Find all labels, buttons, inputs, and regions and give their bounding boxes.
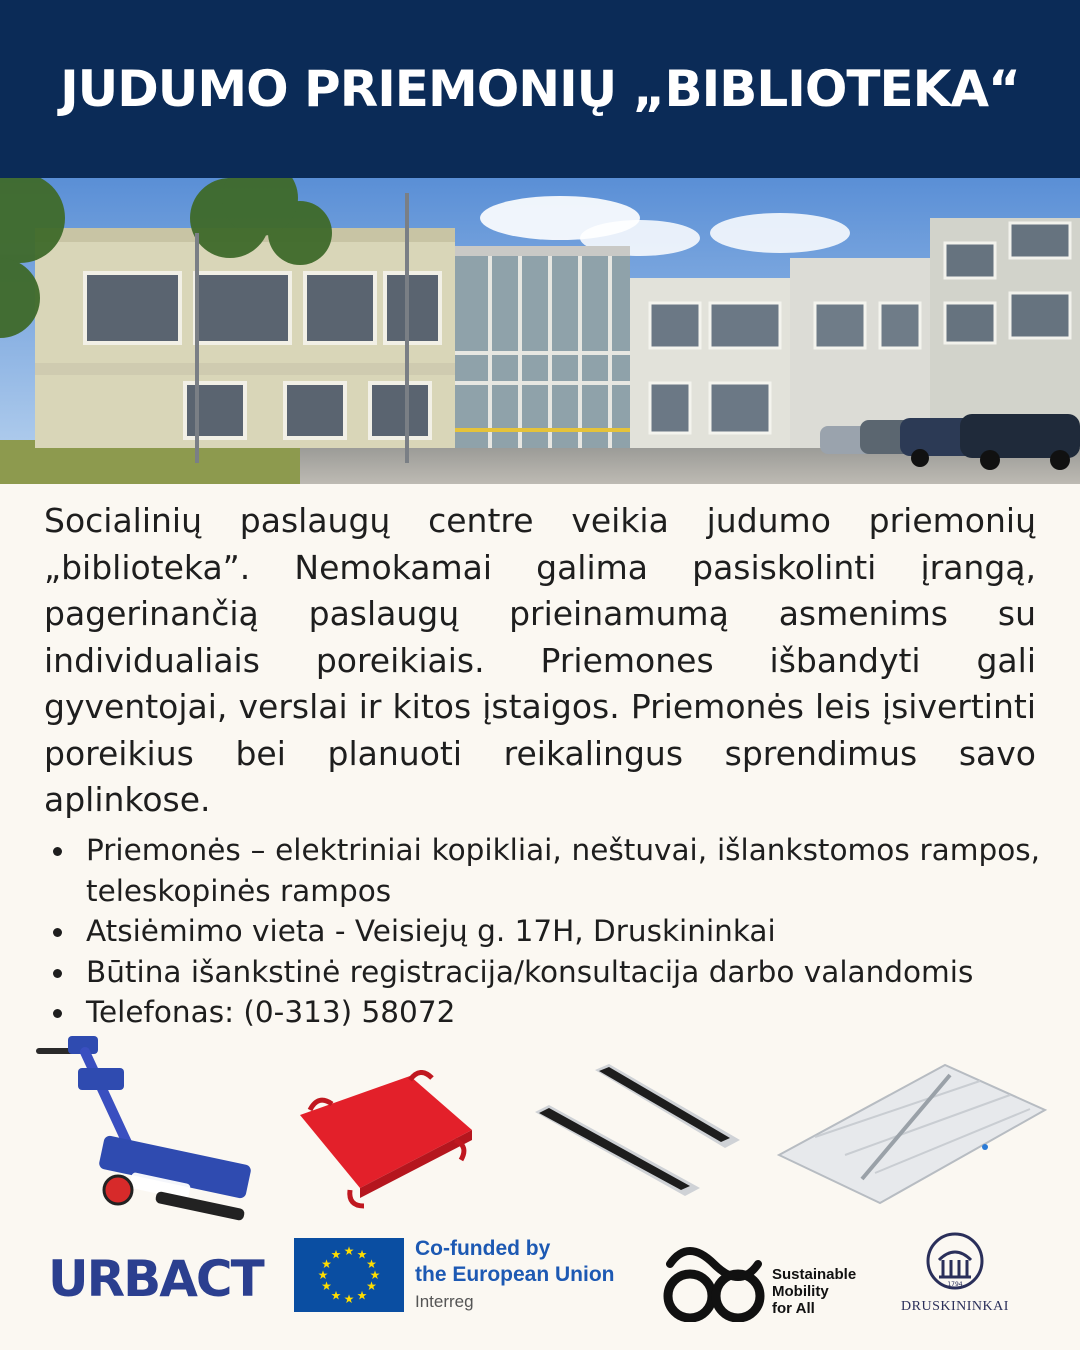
svg-text:★: ★ <box>321 1279 332 1293</box>
intro-paragraph: Socialinių paslaugų centre veikia judumo priemonių „biblioteka”. Nemokamai galima pasiskolinti įrangą, pagerinančią paslaugų prieinamumą asmenims su individualiais poreikiais. Priemones išbandyti gali gyventojai, verslai ir kitos įstaigos. Priemonės leis įsivertinti poreikius bei planuoti reikalingus sprendimus savo aplinkose. <box>44 501 1036 819</box>
stretcher-icon <box>290 1070 480 1225</box>
svg-text:★: ★ <box>366 1279 377 1293</box>
products-row <box>0 1030 1080 1230</box>
svg-text:★: ★ <box>343 1244 355 1258</box>
svg-text:★: ★ <box>330 1288 342 1303</box>
svg-text:★: ★ <box>343 1292 355 1306</box>
info-list <box>44 830 1040 1033</box>
list-item: Priemonės – elektriniai kopikliai, neštuvai, išlankstomos rampos, teleskopinės rampos <box>44 830 1040 911</box>
folding-ramp-icon <box>775 1055 1050 1210</box>
eu-cofunded-label: Co-funded by the European Union Interreg <box>415 1237 615 1311</box>
urbact-logo: URBACT <box>48 1250 263 1308</box>
sustainable-mobility-label: Sustainable Mobility for All <box>772 1266 857 1317</box>
stair-climber-icon <box>30 1030 260 1235</box>
druskininkai-crest-icon <box>925 1230 985 1292</box>
svg-text:★: ★ <box>369 1268 381 1282</box>
page-header <box>0 0 1080 178</box>
svg-text:1794: 1794 <box>947 1281 963 1288</box>
building-photo <box>0 178 1080 484</box>
svg-text:★: ★ <box>356 1288 368 1303</box>
sustainable-mobility-logo-icon <box>660 1236 770 1327</box>
partner-logos <box>0 1230 1080 1350</box>
telescopic-ramp-icon <box>525 1060 745 1225</box>
list-item: Būtina išankstinė registracija/konsultacija darbo valandomis <box>44 952 1040 993</box>
svg-text:★: ★ <box>356 1247 368 1262</box>
druskininkai-logo: 1794 DRUSKININKAI <box>895 1230 1015 1315</box>
svg-text:★: ★ <box>317 1268 329 1282</box>
list-item: Atsiėmimo vieta - Veisiejų g. 17H, Druskininkai <box>44 911 1040 952</box>
svg-text:★: ★ <box>321 1257 332 1271</box>
svg-text:★: ★ <box>330 1247 342 1262</box>
eu-flag-icon <box>294 1238 404 1312</box>
list-item: Telefonas: (0-313) 58072 <box>44 992 1040 1033</box>
page-title: JUDUMO PRIEMONIŲ „BIBLIOTEKA“ <box>60 60 1020 118</box>
svg-text:★: ★ <box>366 1257 377 1271</box>
